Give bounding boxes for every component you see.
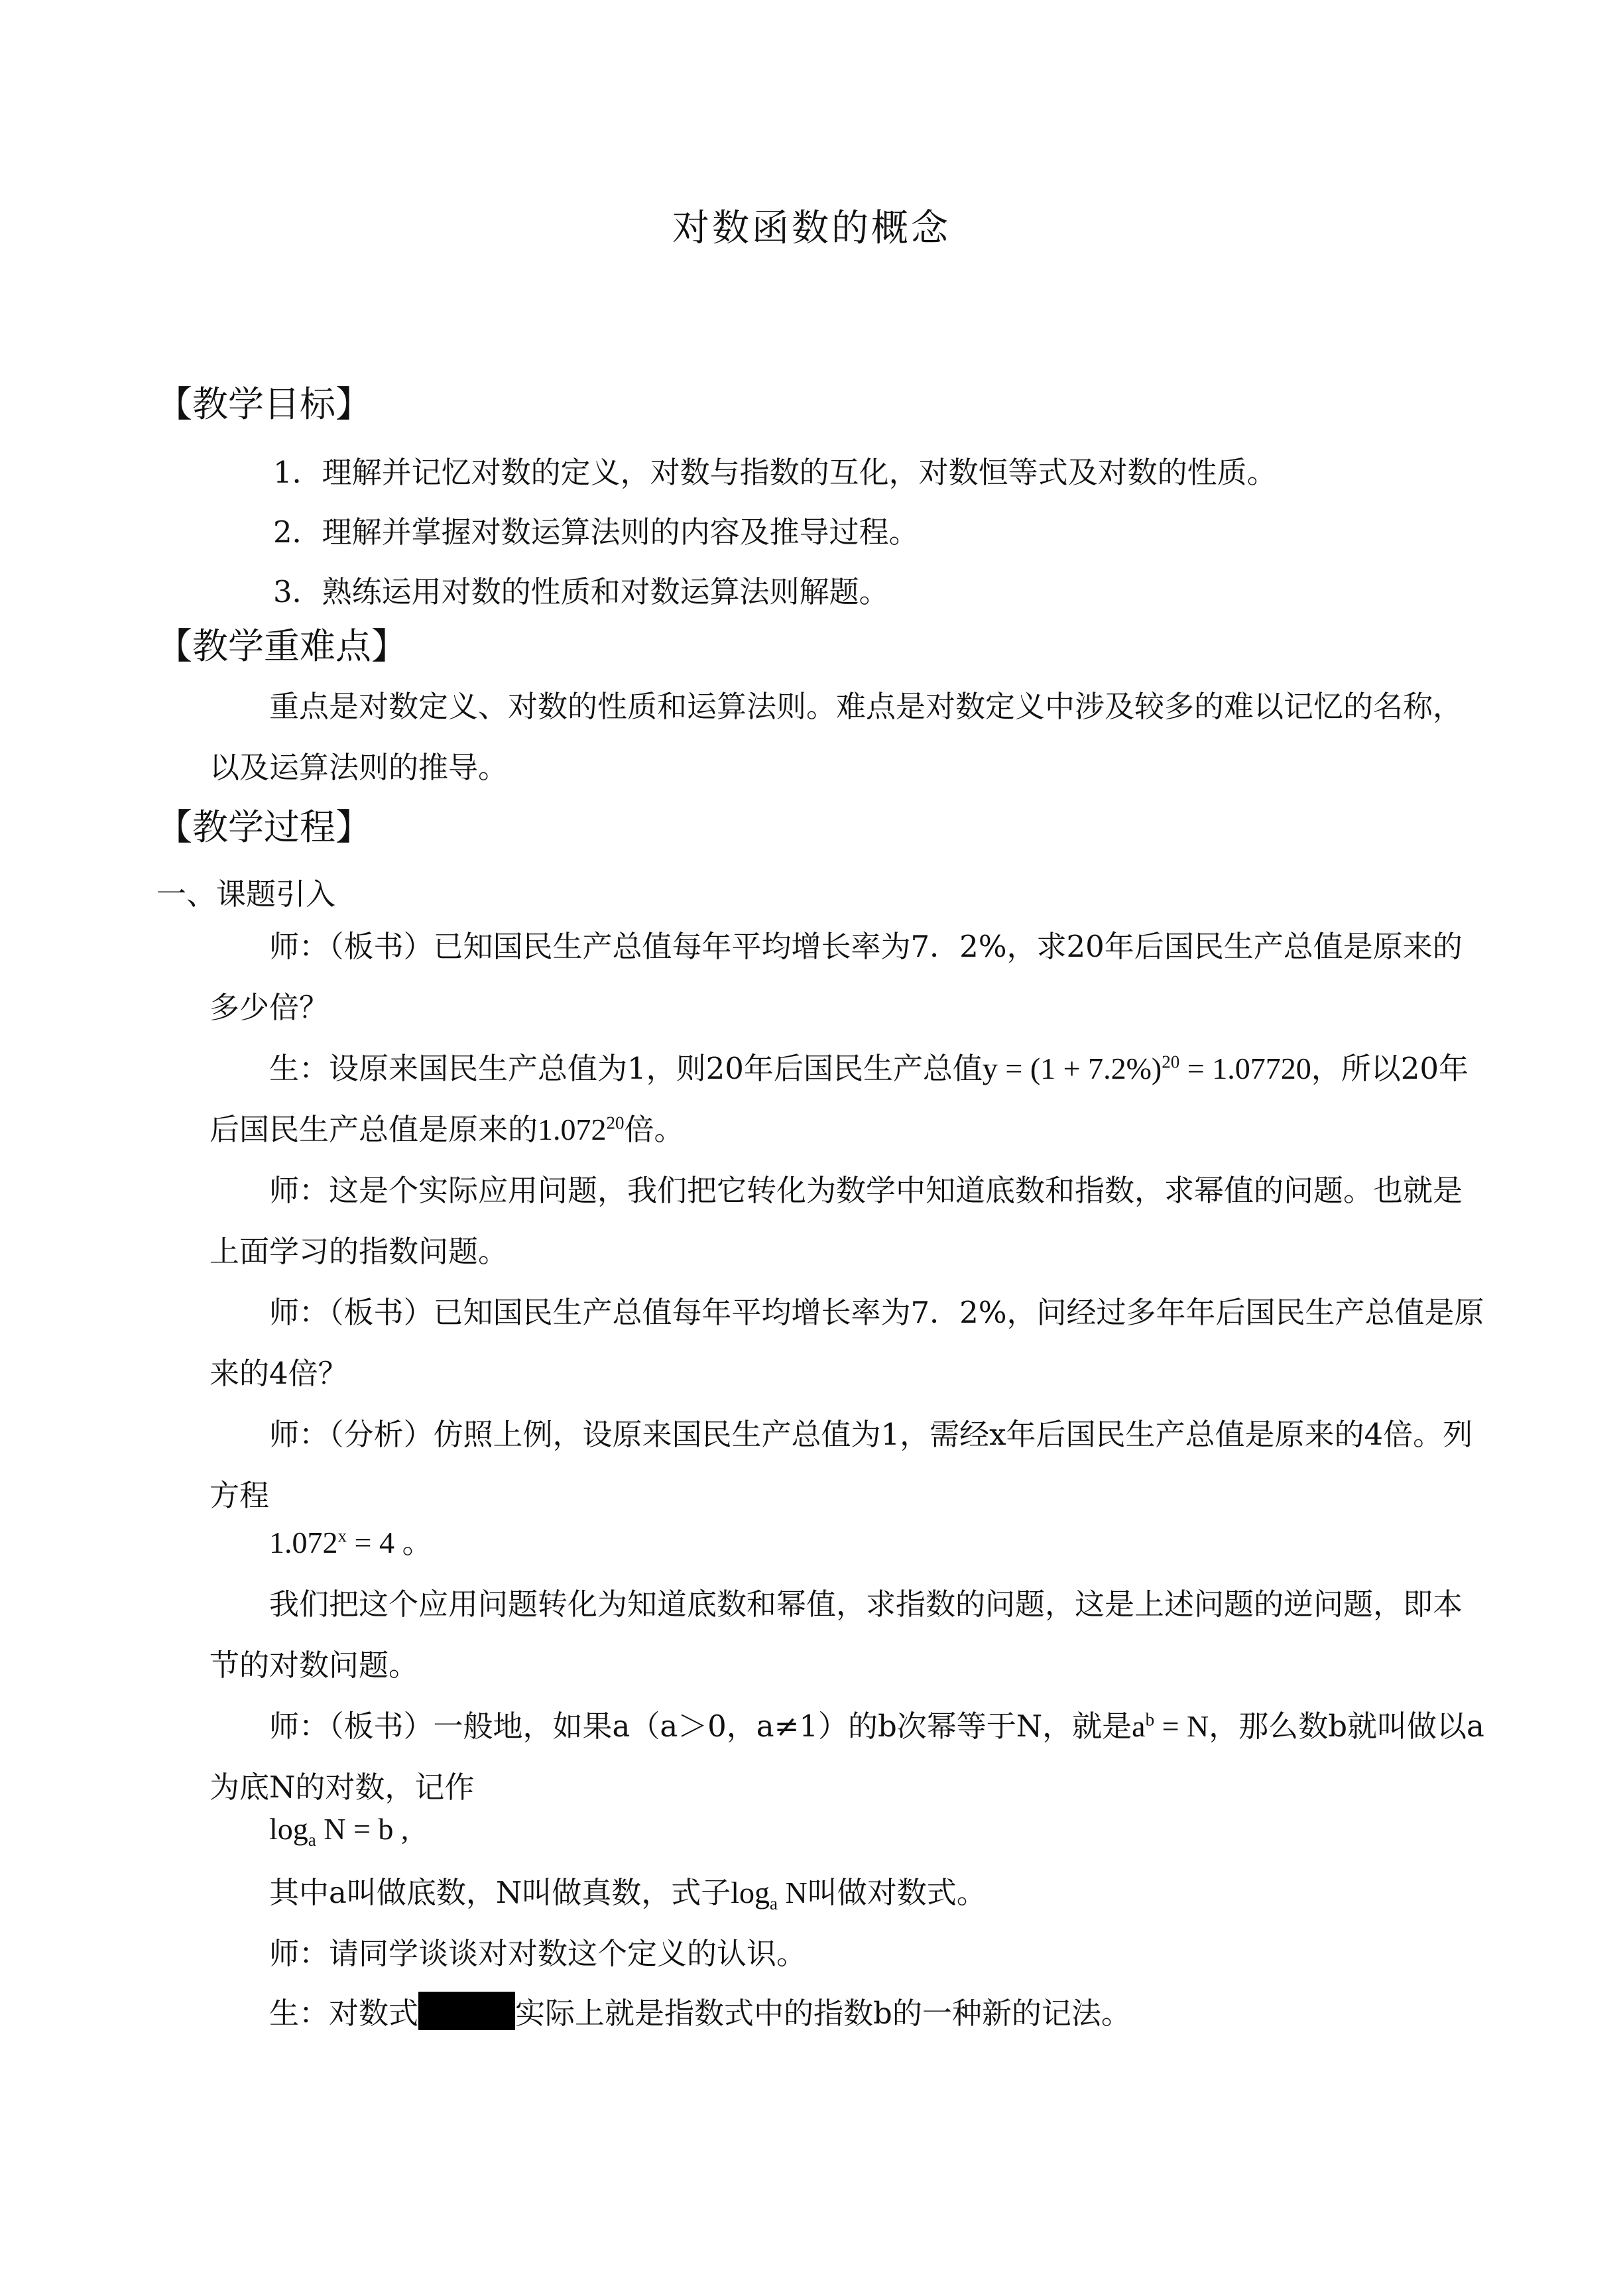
formula-power [1132, 1709, 1209, 1743]
objective-item-3: 3．熟练运用对数的性质和对数运算法则解题。 [273, 574, 889, 609]
formula-multiple-base: 1.072 [538, 1113, 607, 1146]
paragraph-7 [210, 1696, 1490, 1818]
paragraph-2-text-c: 倍。 [624, 1112, 684, 1147]
paragraph-8-text-b: 叫做对数式。 [807, 1875, 987, 1910]
equation-1-base: 1.072 [269, 1526, 338, 1559]
paragraph-10-text-b: 实际上就是指数式中的指数b的一种新的记法。 [515, 1996, 1131, 2031]
paragraph-8 [269, 1868, 987, 1914]
paragraph-2 [210, 1038, 1490, 1160]
objectives-heading: 【教学目标】 [156, 383, 371, 425]
paragraph-4: 师：（板书）已知国民生产总值每年平均增长率为7．2%，问经过多年年后国民生产总值是原来的4倍？ [210, 1295, 1484, 1391]
paragraph-7-text-a: 师：（板书）一般地，如果a（a＞0，a≠1）的b次幂等于N，就是 [269, 1709, 1132, 1744]
document-title: 对数函数的概念 [672, 207, 951, 250]
key-points-heading: 【教学重难点】 [156, 625, 407, 667]
formula-growth-result: = 1.07720 [1179, 1052, 1311, 1085]
paragraph-7-text-b: ，那么数b就叫做以a为底N的对数，记作 [210, 1709, 1484, 1805]
paragraph-10 [269, 1989, 1131, 2032]
formula-growth-exponent: 20 [1162, 1052, 1180, 1072]
equation-2 [269, 1811, 409, 1850]
objective-item-2: 2．理解并掌握对数运算法则的内容及推导过程。 [273, 514, 919, 550]
redacted-formula [418, 1992, 515, 2030]
paragraph-1: 师：（板书）已知国民生产总值每年平均增长率为7．2%，求20年后国民生产总值是原来的多少倍？ [210, 929, 1463, 1025]
formula-power-base: a [1132, 1709, 1146, 1743]
formula-multiple-exponent: 20 [606, 1113, 625, 1133]
paragraph-2-text-a: 生：设原来国民生产总值为1，则20年后国民生产总值 [269, 1051, 983, 1086]
formula-growth [983, 1052, 1311, 1085]
paragraph-9: 师：请同学谈谈对对数这个定义的认识。 [269, 1936, 807, 1971]
paragraph-5: 师：（分析）仿照上例，设原来国民生产总值为1，需经x年后国民生产总值是原来的4倍。列方程 [210, 1417, 1473, 1513]
formula-logarithm-log: log [731, 1876, 770, 1909]
equation-2-base: a [308, 1830, 316, 1850]
formula-logarithm [731, 1876, 808, 1914]
key-points-paragraph: 重点是对数定义、对数的性质和运算法则。难点是对数定义中涉及较多的难以记忆的名称，以及运算法则的推导。 [210, 689, 1463, 785]
process-heading: 【教学过程】 [156, 806, 371, 848]
subsection-title: 一、课题引入 [156, 876, 336, 912]
formula-power-exponent: b [1145, 1709, 1155, 1730]
equation-2-rest: N = b , [316, 1812, 409, 1846]
paragraph-3: 师：这是个实际应用问题，我们把它转化为数学中知道底数和指数，求幂值的问题。也就是上面学习的指数问题。 [210, 1173, 1463, 1269]
objective-item-1: 1．理解并记忆对数的定义，对数与指数的互化，对数恒等式及对数的性质。 [273, 455, 1277, 490]
equation-2-log: log [269, 1812, 308, 1846]
equation-1-rest: = 4 。 [347, 1526, 433, 1559]
formula-logarithm-n: N [777, 1876, 808, 1909]
formula-multiple [538, 1113, 625, 1146]
paragraph-10-text-a: 生：对数式 [269, 1996, 419, 2031]
paragraph-2-text-b: ，所以20年后国民生产总值是原来的 [210, 1051, 1469, 1147]
formula-growth-base: y = (1 + 7.2%) [982, 1052, 1162, 1085]
equation-1 [269, 1518, 432, 1562]
equation-1-exponent: x [337, 1526, 347, 1546]
formula-logarithm-base: a [770, 1894, 778, 1914]
paragraph-8-text-a: 其中a叫做底数，N叫做真数，式子 [269, 1875, 731, 1910]
paragraph-6: 我们把这个应用问题转化为知道底数和幂值，求指数的问题，这是上述问题的逆问题，即本节的对数问题。 [210, 1587, 1463, 1683]
formula-power-rest: = N [1154, 1709, 1209, 1743]
